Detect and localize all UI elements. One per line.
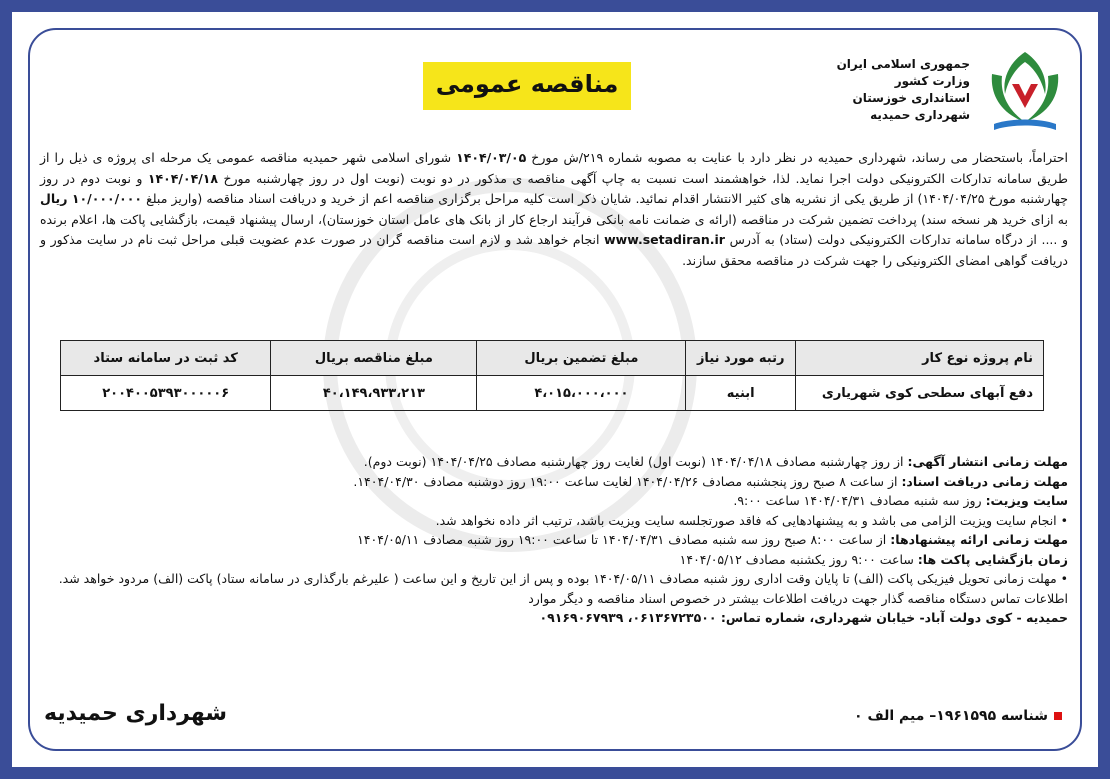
envelope-delivery-note: • مهلت زمانی تحویل فیزیکی پاکت (الف) تا پایان وقت اداری روز شنبه مصادف ۱۴۰۴/۰۵/۱۱ بوده و پس از این تاریخ و این ساعت ( علیرغم بارگذاری در سامانه ستاد) پاکت (الف) مردود خواهد شد. [58, 571, 1068, 586]
proposals-text: از ساعت ۸:۰۰ صبح روز سه شنبه مصادف ۱۴۰۴/۰۴/۳۱ تا ساعت ۱۹:۰۰ روز شنبه مصادف ۱۴۰۴/۰۵/۱۱ [357, 532, 891, 547]
table-header-row [61, 341, 1044, 376]
contact-info-intro: اطلاعات تماس دستگاه مناقصه گذار جهت دریافت اطلاعات بیشتر در خصوص اسناد مناقصه و دیگر موارد [528, 590, 1068, 606]
intro-text-1: احتراماً، باستحضار می رساند، شهرداری حمیدیه در نظر دارد با عنایت به مصوبه شماره ۲۱۹/ش مورخ [526, 150, 1069, 165]
publication-label: مهلت زمانی انتشار آگهی: [907, 454, 1068, 469]
frame-bar-right [1098, 0, 1110, 779]
cell-grade: ابنیه [686, 376, 796, 411]
title-banner [423, 62, 631, 110]
intro-date-first: ۱۴۰۴/۰۴/۱۸ [147, 170, 219, 186]
col-tender-amount: مبلغ مناقصه بریال [271, 341, 477, 376]
cell-project-name: دفع آبهای سطحی کوی شهریاری [796, 376, 1044, 411]
frame-bar-left [0, 0, 12, 779]
gov-line-4: شهرداری حمیدیه [870, 108, 970, 122]
intro-text-3: و نوبت دوم در روز چهارشنبه مورخ ۱۴۰۴/۰۴/۲۵) از طریق یکی از نشریه های کثیر الانتشار اقدام نمائید. شایان ذکر است کلیه مراحل برگزاری مناقصه اعم از خرید و دریافت اسناد مناقصه (واریز مبلغ [40, 170, 1068, 206]
schedule-opening [40, 550, 1068, 570]
schedule-site-visit [40, 491, 1068, 511]
intro-text-5: انجام خواهد شد و لازم است مناقصه گران در صورت عدم عضویت قبلی مراحل ثبت نام در سایت مذکور و دریافت گواهی امضای الکترونیکی را جهت شرکت در مناقصه محقق سازند. [40, 232, 1068, 268]
opening-label: زمان بازگشایی پاکت ها: [917, 551, 1068, 567]
intro-paragraph [40, 148, 1068, 271]
gov-line-2: وزارت کشور [894, 74, 970, 88]
document-content [40, 40, 1070, 740]
setadiran-link[interactable]: www.setadiran.ir [604, 232, 725, 247]
intro-date-resolution: ۱۴۰۴/۰۳/۰۵ [456, 150, 527, 165]
ad-identifier-text: شناسه ۱۹۶۱۵۹۵– میم الف ۰ [854, 708, 1048, 724]
signature-municipality: شهرداری حمیدیه [44, 701, 228, 726]
site-visit-note: • انجام سایت ویزیت الزامی می باشد و به پیشنهادهایی که فاقد صورتجلسه سایت ویزیت باشد، ترتیب اثر داده نخواهد شد. [435, 512, 1068, 528]
site-visit-text: روز سه شنبه مصادف ۱۴۰۴/۰۴/۳۱ ساعت ۹:۰۰. [733, 493, 986, 508]
red-square-icon [1054, 712, 1062, 720]
frame-bar-bottom [0, 767, 1110, 779]
col-setad-code: کد ثبت در سامانه ستاد [61, 341, 271, 376]
frame-bar-top [0, 0, 1110, 12]
gov-line-3: استانداری خوزستان [852, 91, 970, 105]
government-header [837, 56, 970, 124]
page-title: مناقصه عمومی [435, 70, 619, 98]
tender-table [60, 340, 1044, 411]
gov-line-1: جمهوری اسلامی ایران [836, 57, 970, 71]
ad-identifier [854, 708, 1062, 724]
cell-guarantee: ۴،۰۱۵،۰۰۰،۰۰۰ [477, 376, 686, 411]
intro-fee-amount: ۱۰/۰۰۰/۰۰۰ ریال [40, 191, 143, 206]
schedule-documents [40, 472, 1068, 492]
table-row [61, 376, 1044, 411]
cell-setad-code: ۲۰۰۴۰۰۵۳۹۳۰۰۰۰۰۶ [61, 376, 271, 411]
intro-text-2: شورای اسلامی شهر حمیدیه مناقصه عمومی یک مرحله ای پروژه ی ذیل را از طریق سامانه تدارکات الکترونیکی دولت اجرا نماید. لذا، خواهشمند است نسبت به چاپ آگهی مناقصه ی مذکور در دو نوبت (نوبت اول در روز چهارشنبه مورخ [40, 150, 1068, 186]
hamidiyeh-municipality-logo-icon [980, 44, 1070, 136]
cell-tender-amount: ۴۰،۱۴۹،۹۳۳،۲۱۳ [271, 376, 477, 411]
documents-text: از ساعت ۸ صبح روز پنجشنبه مصادف ۱۴۰۴/۰۴/۲۶ لغایت ساعت ۱۹:۰۰ روز دوشنبه مصادف ۱۴۰۴/۰۴/۳۰. [353, 473, 902, 489]
intro-text-4: به ازای خرید هر نسخه سند) پرداخت تضمین شرکت در مناقصه (ارائه ی ضمانت نامه بانکی فرآیند ارجاع کار از بانک های عامل استان خوزستان)، ارسال پیشنهاد قیمت، بازگشایی پاکت ها، اعلام برنده و .... از درگاه سامانه تدارکات الکترونیکی دولت (ستاد) به آدرس [40, 211, 1068, 247]
contact-address-phone: حمیدیه - کوی دولت آباد- خیابان شهرداری، شماره تماس: ۰۶۱۳۶۷۲۳۵۰۰، ۰۹۱۶۹۰۶۷۹۳۹ [539, 610, 1068, 625]
schedule-proposals [40, 530, 1068, 550]
opening-text: ساعت ۹:۰۰ روز یکشنبه مصادف ۱۴۰۴/۰۵/۱۲ [679, 551, 918, 567]
site-visit-label: سایت ویزیت: [985, 493, 1068, 508]
documents-label: مهلت زمانی دریافت اسناد: [901, 473, 1068, 489]
col-project-name: نام پروژه نوع کار [796, 341, 1044, 376]
proposals-label: مهلت زمانی ارائه پیشنهادها: [890, 532, 1068, 547]
col-guarantee: مبلغ تضمین بریال [477, 341, 686, 376]
schedule-publication [40, 452, 1068, 472]
schedule-section [40, 452, 1068, 628]
col-grade: رتبه مورد نیاز [686, 341, 796, 376]
publication-text: از روز چهارشنبه مصادف ۱۴۰۴/۰۴/۱۸ (نوبت اول) لغایت روز چهارشنبه مصادف ۱۴۰۴/۰۴/۲۵ (نوبت دوم). [363, 454, 908, 469]
